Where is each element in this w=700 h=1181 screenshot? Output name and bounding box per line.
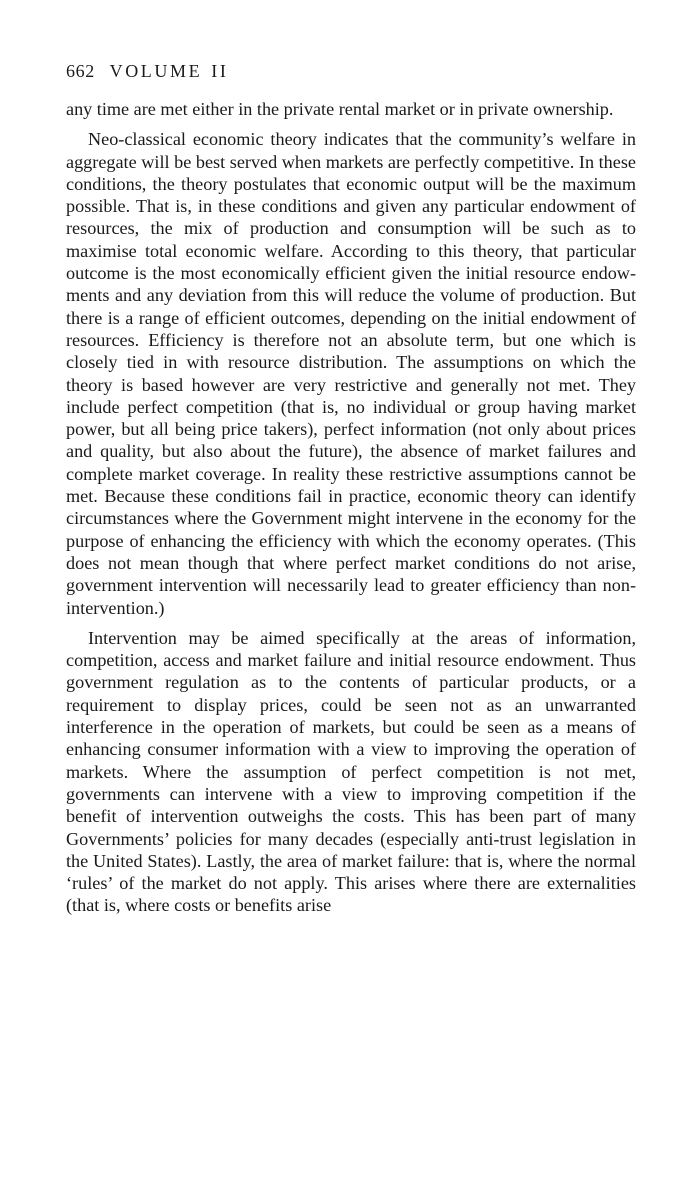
paragraph-intervention: Intervention may be aimed specifically at the areas of information, competition, access and market failure and initial resource endowment. Thus government regulation as to the contents of particular products, or a requirement to display prices, could be seen not as an unwarranted interference in the operation of markets, but could be seen as a means of enhancing consumer information with a view to improving the operation of markets. Where the assumption of perfect competition is not met, governments can intervene with a view to improving competition if the benefit of intervention outweighs the costs. This has been part of many Governments’ policies for many decades (especially anti-trust legislation in the United States). Lastly, the area of market failure: that is, where the normal ‘rules’ of the market do not apply. This arises where there are externalities (that is, where costs or benefits arise [66, 627, 636, 916]
running-header [66, 58, 636, 84]
page-number: 662 [66, 61, 95, 81]
document-page [66, 58, 636, 917]
paragraph-neo-classical-theory: Neo-classical economic theory indicates that the community’s welfare in aggregate will be best served when markets are perfectly competitive. In these conditions, the theory postulates that economic output will be the maximum possible. That is, in these conditions and given any particular endowment of resources, the mix of production and consumption will be such as to maximise total economic welfare. According to this theory, that particular outcome is the most economically efficient given the initial resource endowments and any deviation from this will reduce the volume of production. But there is a range of efficient outcomes, depending on the initial endowment of resources. Efficiency is therefore not an absolute term, but one which is closely tied in with resource distribution. The assumptions on which the theory is based however are very restrictive and generally not met. They include perfect competition (that is, no individual or group having market power, but all being price takers), perfect information (not only about prices and quality, but also about the future), the absence of market failures and complete market coverage. In reality these restrictive assumptions cannot be met. Because these conditions fail in practice, economic theory can identify circumstances where the Government might intervene in the economy for the purpose of enhancing the efficiency with which the economy operates. (This does not mean though that where perfect market conditions do not arise, government intervention will necessarily lead to greater efficiency than non-intervention.) [66, 129, 636, 618]
paragraph-continued: any time are met either in the private rental market or in private ownership. [66, 99, 614, 119]
volume-label: VOLUME II [109, 61, 229, 81]
